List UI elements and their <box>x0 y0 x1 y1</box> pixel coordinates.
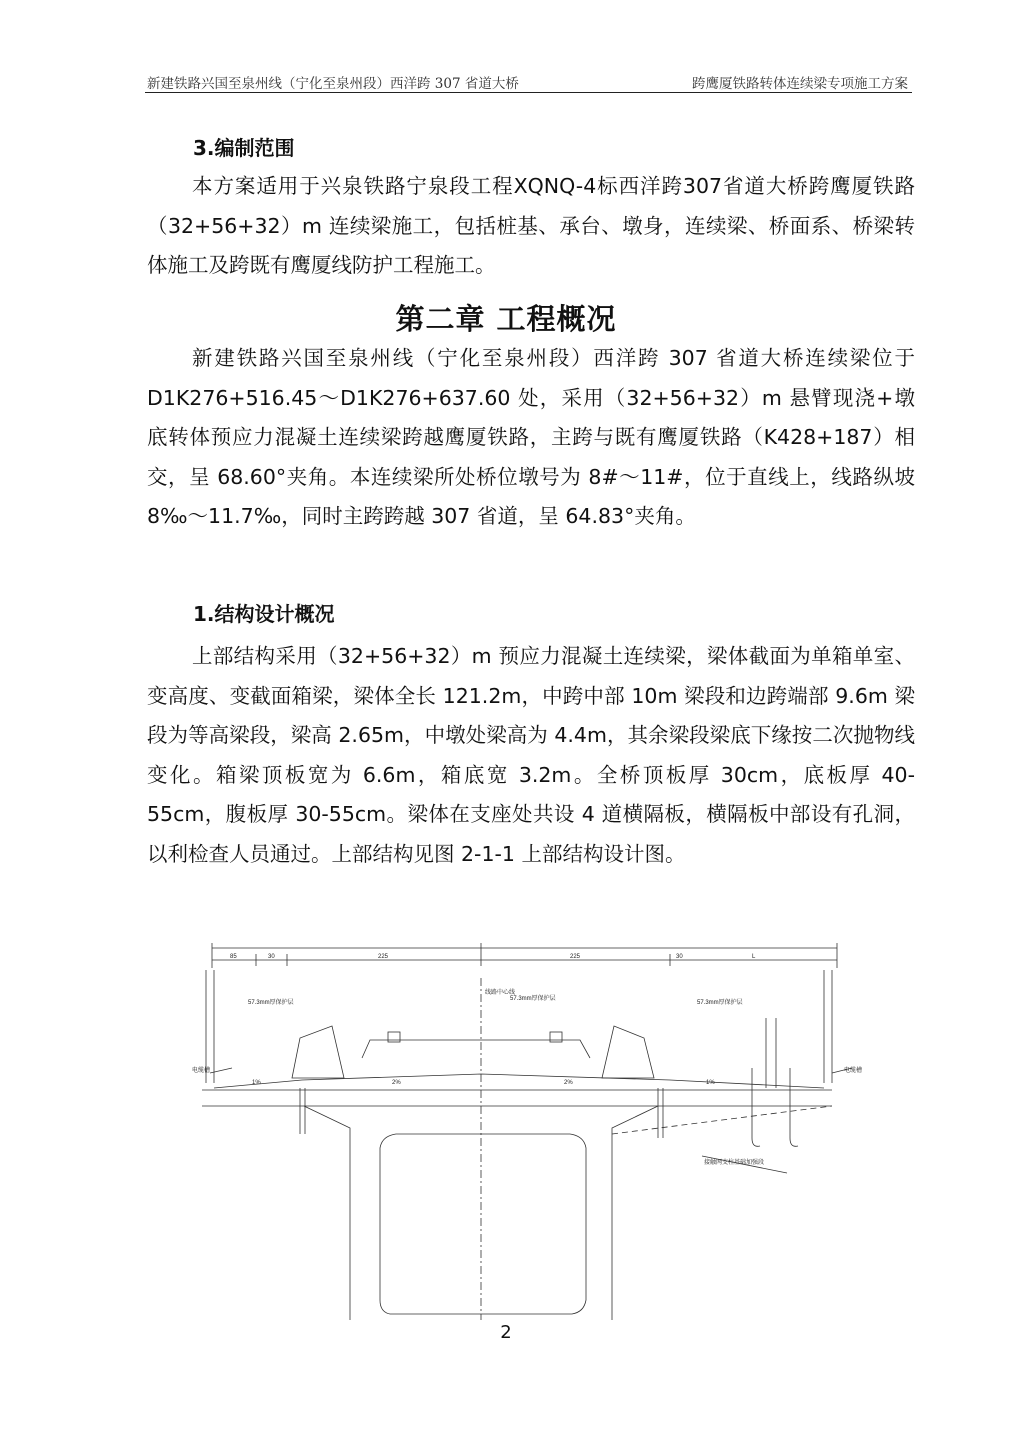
slope-mid-left: 2% <box>392 1080 401 1086</box>
scope-paragraph: 本方案适用于兴泉铁路宁泉段工程XQNQ-4标西洋跨307省道大桥跨鹰厦铁路（32+56+32）m 连续梁施工，包括桩基、承台、墩身，连续梁、桥面系、桥梁转体施工及跨既有鹰厦线防护工程施工。 <box>147 174 915 277</box>
structure-paragraph: 上部结构采用（32+56+32）m 预应力混凝土连续梁，梁体截面为单箱单室、变高度、变截面箱梁，梁体全长 121.2m，中跨中部 10m 梁段和边跨端部 9.6m 梁段为等高梁段，梁高 2.65m，中墩处梁高为 4.4m，其余梁段梁底下缘按二次抛物线变化。箱梁顶板宽为 6.6m，箱底宽 3.2m。全桥顶板厚 30cm，底板厚 40-55cm，腹板厚 30-55cm。梁体在支座处共设 4 道横隔板，横隔板中部设有孔洞，以利检查人员通过。上部结构见图 2-1-1 上部结构设计图。 <box>147 644 915 866</box>
note-protect-right: 57.3mm厚保护层 <box>697 1000 743 1006</box>
section-heading-scope: 3.编制范围 <box>193 136 295 160</box>
slope-mid-right: 2% <box>564 1080 573 1086</box>
note-protect-mid: 57.3mm厚保护层 <box>510 996 556 1002</box>
superstructure-design-drawing <box>192 938 876 1320</box>
dim-label-6: L <box>752 954 756 960</box>
chapter-title: 第二章 工程概况 <box>395 302 617 336</box>
header-right-title: 跨鹰厦铁路转体连续梁专项施工方案 <box>692 76 908 92</box>
dim-label-5: 30 <box>676 954 683 960</box>
slope-left: 1% <box>252 1080 261 1086</box>
overview-paragraph: 新建铁路兴国至泉州线（宁化至泉州段）西洋跨 307 省道大桥连续梁位于 D1K276+516.45～D1K276+637.60 处，采用（32+56+32）m 悬臂现浇+墩底转体预应力混凝土连续梁跨越鹰厦铁路，主跨与既有鹰厦铁路（K428+187）相交，呈 68.60°夹角。本连续梁所处桥位墩号为 8#～11#，位于直线上，线路纵坡 8‰～11.7‰，同时主跨跨越 307 省道，呈 64.83°夹角。 <box>147 346 915 528</box>
dim-label-1: 85 <box>230 954 237 960</box>
dim-label-2: 30 <box>268 954 275 960</box>
label-cable-left: 电缆槽 <box>192 1068 211 1074</box>
dim-label-4: 225 <box>570 954 581 960</box>
label-cable-right: 电缆槽 <box>844 1068 863 1074</box>
section-heading-structure: 1.结构设计概况 <box>193 602 335 626</box>
label-center-line: 线路中心线 <box>485 990 516 996</box>
label-bottom-right: 接触网支柱基础加强段 <box>704 1160 765 1166</box>
header-left-title: 新建铁路兴国至泉州线（宁化至泉州段）西洋跨 307 省道大桥 <box>147 76 519 92</box>
page-header <box>145 66 912 93</box>
slope-right: 1% <box>706 1080 715 1086</box>
page-number: 2 <box>500 1322 512 1343</box>
dim-label-3: 225 <box>378 954 389 960</box>
note-protect-left: 57.3mm厚保护层 <box>248 1000 294 1006</box>
